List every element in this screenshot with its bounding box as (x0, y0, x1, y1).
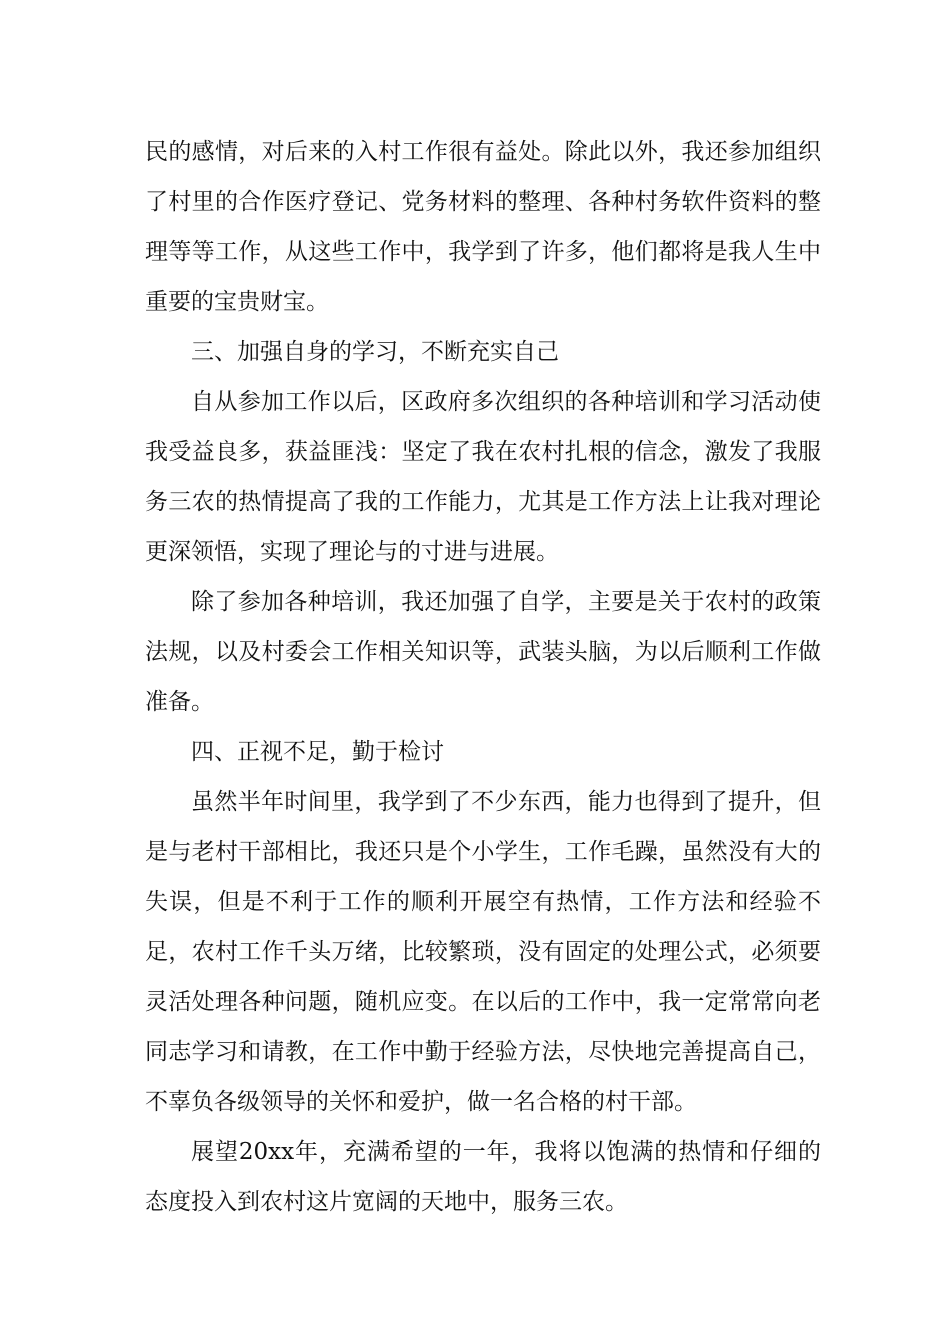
paragraph-2: 自从参加工作以后，区政府多次组织的各种培训和学习活动使我受益良多，获益匪浅：坚定了我在农村扎根的信念，激发了我服务三农的热情提高了我的工作能力，尤其是工作方法上让我对理论更深领悟，实现了理论与的寸进与进展。 (145, 389, 821, 565)
paragraph-3: 除了参加各种培训，我还加强了自学，主要是关于农村的政策法规，以及村委会工作相关知识等，武装头脑，为以后顺利工作做准备。 (145, 589, 821, 715)
paragraph-5: 展望20xx年，充满希望的一年，我将以饱满的热情和仔细的态度投入到农村这片宽阔的天地中，服务三农。 (145, 1139, 821, 1215)
document-body (145, 127, 821, 1227)
paragraph-4: 虽然半年时间里，我学到了不少东西，能力也得到了提升，但是与老村干部相比，我还只是个小学生，工作毛躁，虽然没有大的失误，但是不利于工作的顺利开展空有热情，工作方法和经验不足，农村工作千头万绪，比较繁琐，没有固定的处理公式，必须要灵活处理各种问题，随机应变。在以后的工作中，我一定常常向老同志学习和请教，在工作中勤于经验方法，尽快地完善提高自己，不辜负各级领导的关怀和爱护，做一名合格的村干部。 (145, 789, 821, 1115)
section-heading-4: 四、正视不足，勤于检讨 (191, 739, 444, 765)
section-heading-3: 三、加强自身的学习，不断充实自己 (191, 339, 559, 365)
paragraph-1: 民的感情，对后来的入村工作很有益处。除此以外，我还参加组织了村里的合作医疗登记、党务材料的整理、各种村务软件资料的整理等等工作，从这些工作中，我学到了许多，他们都将是我人生中重要的宝贵财宝。 (145, 139, 821, 315)
